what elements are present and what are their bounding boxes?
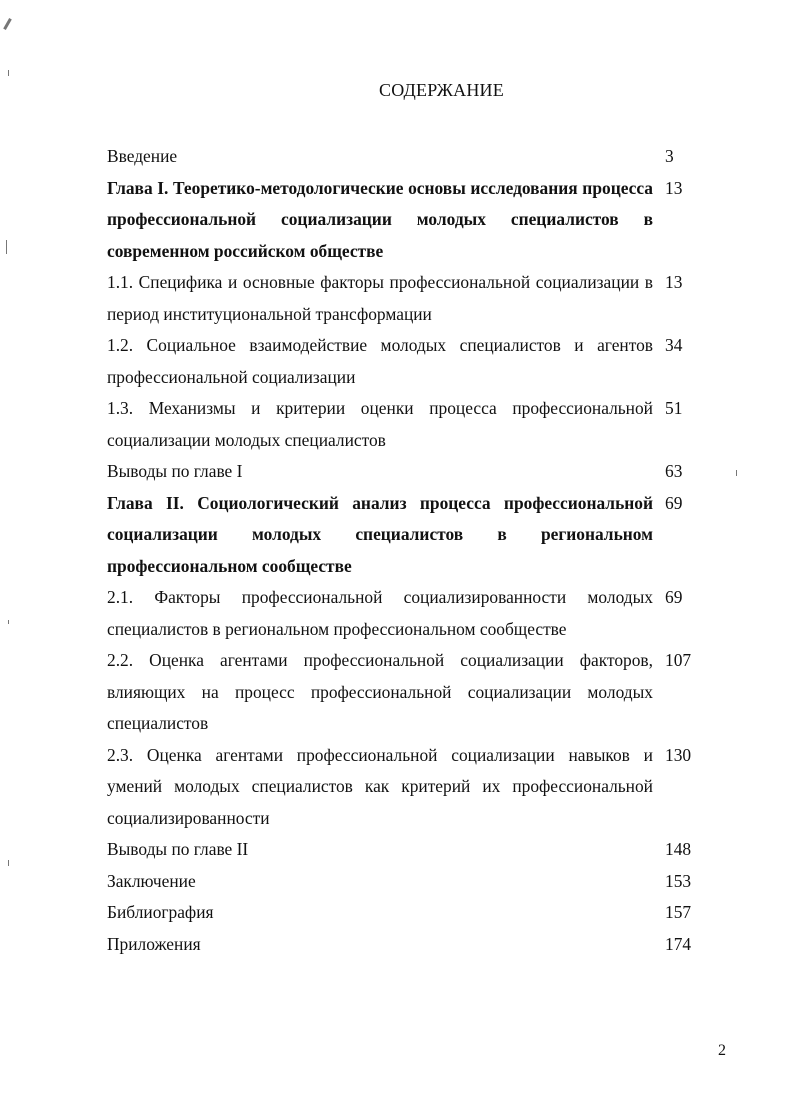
toc-entry-chapter-2[interactable] [107,488,697,583]
toc-entry-text: Глава I. Теоретико-методологические основы исследования процесса профессиональной социализации молодых специалистов в современном российском обществе [107,177,653,261]
toc-entry-page: 69 [665,492,683,513]
toc-entry-page: 13 [665,177,683,198]
toc-entry-page: 107 [665,650,692,670]
page-title: СОДЕРЖАНИЕ [379,80,504,100]
toc-entry-page: 63 [665,461,683,481]
toc-entry-bibliography[interactable] [107,897,697,929]
toc-entry-text: Выводы по главе II [107,839,249,859]
toc-entry-text: Приложения [107,933,201,954]
toc-entry-text: Глава II. Социологический анализ процесса профессиональной социализации молодых специалистов в региональном профессиональном сообществе [107,492,653,576]
toc-entry-text: Введение [107,146,178,166]
toc-entry-text: Библиография [107,902,214,922]
toc-entry-section-1-1[interactable] [107,267,697,330]
toc-entry-page: 13 [665,272,683,292]
toc-entry-page: 174 [665,933,692,954]
toc-entry-page: 153 [665,870,692,891]
toc-entry-conclusions-2[interactable] [107,834,697,866]
toc-entry-page: 51 [665,398,683,418]
toc-entry-section-2-3[interactable] [107,740,697,835]
toc-entry-section-2-2[interactable] [107,645,697,740]
scan-speck [3,18,12,30]
toc-entry-section-2-1[interactable] [107,582,697,645]
scan-speck [736,470,737,476]
toc-entry-conclusion[interactable] [107,866,697,898]
toc-entry-text: Заключение [107,870,196,891]
toc-entry-page: 3 [665,146,674,166]
toc-entry-appendices[interactable] [107,929,697,961]
toc-entry-page: 130 [665,744,692,765]
toc-entry-text: 2.2. Оценка агентами профессиональной социализации факторов, влияющих на процесс профессиональной социализации молодых специалистов [107,650,653,733]
toc-entry-page: 34 [665,335,683,355]
toc-entry-text: 2.1. Факторы профессиональной социализированности молодых специалистов в региональном профессиональном сообществе [107,587,653,639]
toc-entry-conclusions-1[interactable] [107,456,697,488]
toc-entry-introduction[interactable] [107,141,697,173]
toc-entry-text: Выводы по главе I [107,461,243,481]
toc-entry-text: 2.3. Оценка агентами профессиональной социализации навыков и умений молодых специалистов как критерий их профессиональной социализированности [107,744,653,828]
page-number: 2 [718,1042,726,1059]
scan-speck [8,620,9,624]
toc-entry-page: 157 [665,902,692,922]
scan-speck [6,240,7,254]
toc-entry-text: 1.3. Механизмы и критерии оценки процесса профессиональной социализации молодых специалистов [107,398,653,450]
scan-speck [8,860,9,866]
toc-entry-page: 148 [665,839,692,859]
toc-entry-text: 1.1. Специфика и основные факторы профессиональной социализации в период институциональной трансформации [107,272,653,324]
table-of-contents [107,141,697,960]
toc-entry-text: 1.2. Социальное взаимодействие молодых специалистов и агентов профессиональной социализации [107,335,653,387]
toc-entry-chapter-1[interactable] [107,173,697,268]
toc-entry-page: 69 [665,587,683,607]
toc-entry-section-1-2[interactable] [107,330,697,393]
toc-entry-section-1-3[interactable] [107,393,697,456]
scan-speck [8,70,9,76]
